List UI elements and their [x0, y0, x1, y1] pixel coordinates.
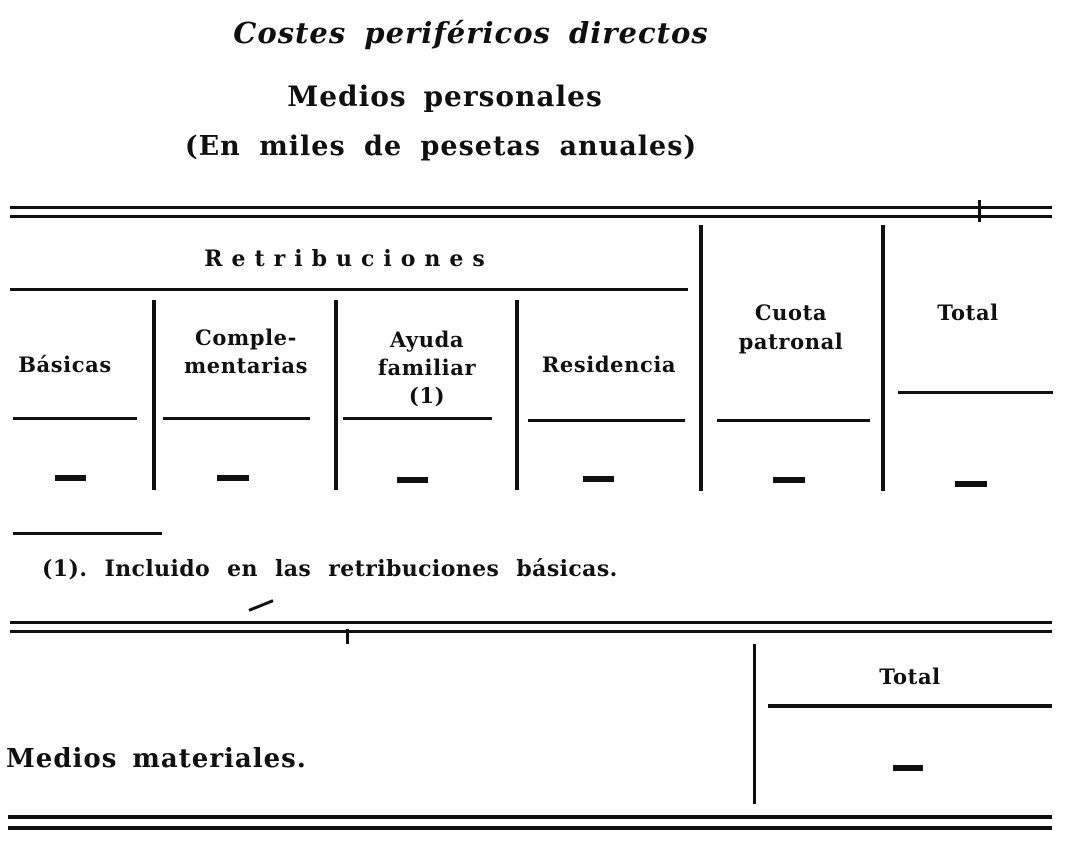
- scan-artifact: [346, 629, 349, 644]
- column-separator: [753, 644, 756, 804]
- header-underline: [13, 417, 137, 420]
- header-underline: [768, 704, 1052, 708]
- column-separator: [881, 225, 885, 491]
- unit-note: (En miles de pesetas anuales): [184, 131, 698, 162]
- table-bottom-rule: [8, 826, 1052, 830]
- column-header-label: mentarias: [183, 353, 309, 378]
- cell-value-basicas: [55, 475, 86, 481]
- column-header-complementarias: [156, 324, 336, 380]
- column-separator: [699, 225, 703, 491]
- table-bottom-rule: [8, 815, 1052, 819]
- footnote-text: (1). Incluido en las retribuciones básicas.: [42, 556, 618, 582]
- column-header-label: familiar: [377, 355, 477, 380]
- cell-value-complementarias: [217, 475, 249, 481]
- group-header-rule: [10, 288, 688, 291]
- column-header-label: Cuota: [754, 300, 828, 325]
- column-header-cuota-patronal: [701, 298, 881, 356]
- column-header-label: (1): [408, 383, 446, 408]
- group-header-retribuciones: Retribuciones: [204, 246, 494, 272]
- header-underline: [717, 419, 870, 422]
- column-header-label: Comple-: [195, 325, 297, 350]
- cell-value-ayuda-familiar: [397, 477, 428, 483]
- column-header-label: Ayuda: [389, 327, 465, 352]
- column-header-total: [883, 299, 1053, 327]
- column-header-residencia: [519, 351, 699, 379]
- column-header-label: Total: [937, 300, 999, 325]
- column-header-label: Básicas: [18, 352, 112, 377]
- header-underline: [343, 417, 492, 420]
- column-header-label: patronal: [738, 329, 844, 354]
- row-label-medios-materiales: Medios materiales.: [6, 744, 307, 774]
- cell-value-total: [955, 481, 987, 487]
- scan-artifact: [978, 200, 981, 222]
- column-header-ayuda-familiar: [338, 326, 516, 410]
- cell-value-cuota-patronal: [773, 477, 805, 483]
- document-title: Costes periféricos directos: [233, 16, 709, 50]
- table-top-rule: [10, 215, 1052, 218]
- cell-value-total: [893, 765, 923, 771]
- header-underline: [163, 417, 310, 420]
- footnote-rule: [13, 532, 162, 535]
- table-bottom-rule: [10, 630, 1052, 633]
- cell-value-residencia: [583, 476, 614, 482]
- column-header-basicas: [8, 351, 122, 379]
- header-underline: [898, 391, 1053, 394]
- scan-artifact: [248, 599, 273, 612]
- section-title: Medios personales: [287, 80, 603, 113]
- table-bottom-rule: [10, 621, 1052, 624]
- column-header-total: Total: [879, 664, 941, 689]
- table-top-rule: [10, 206, 1052, 209]
- header-underline: [528, 419, 685, 422]
- column-header-label: Residencia: [541, 352, 677, 377]
